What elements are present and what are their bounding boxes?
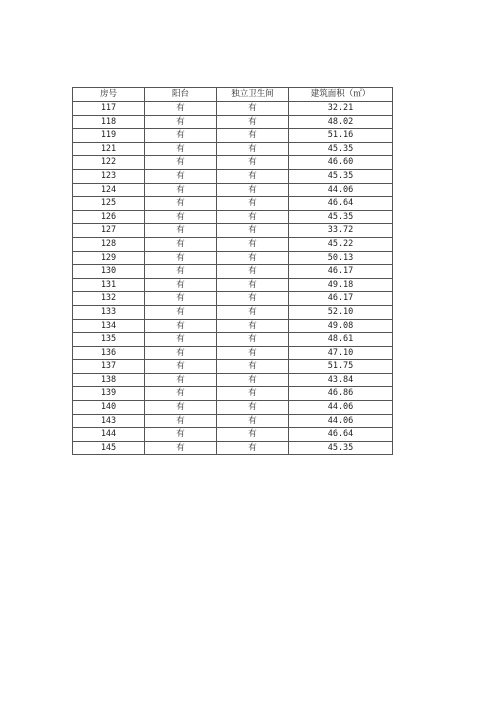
header-private-bathroom: 独立卫生间 xyxy=(217,88,289,102)
table-row xyxy=(73,414,393,428)
table-row xyxy=(73,373,393,387)
cell-room-number: 123 xyxy=(73,169,145,183)
cell-private-bathroom: 有 xyxy=(217,346,289,360)
cell-floor-area: 50.13 xyxy=(289,251,393,265)
cell-balcony: 有 xyxy=(145,237,217,251)
cell-floor-area: 51.75 xyxy=(289,360,393,374)
cell-floor-area: 33.72 xyxy=(289,224,393,238)
cell-room-number: 140 xyxy=(73,401,145,415)
cell-room-number: 122 xyxy=(73,156,145,170)
cell-floor-area: 48.02 xyxy=(289,115,393,129)
cell-balcony: 有 xyxy=(145,183,217,197)
cell-room-number: 126 xyxy=(73,210,145,224)
table-row xyxy=(73,251,393,265)
cell-room-number: 124 xyxy=(73,183,145,197)
cell-floor-area: 44.06 xyxy=(289,414,393,428)
cell-floor-area: 49.08 xyxy=(289,319,393,333)
cell-private-bathroom: 有 xyxy=(217,360,289,374)
cell-floor-area: 44.06 xyxy=(289,401,393,415)
cell-floor-area: 47.10 xyxy=(289,346,393,360)
cell-private-bathroom: 有 xyxy=(217,237,289,251)
cell-floor-area: 46.64 xyxy=(289,197,393,211)
cell-room-number: 117 xyxy=(73,102,145,116)
cell-balcony: 有 xyxy=(145,305,217,319)
table-row xyxy=(73,169,393,183)
cell-balcony: 有 xyxy=(145,102,217,116)
table-header-row xyxy=(73,88,393,102)
cell-room-number: 134 xyxy=(73,319,145,333)
cell-private-bathroom: 有 xyxy=(217,210,289,224)
table-row xyxy=(73,142,393,156)
cell-balcony: 有 xyxy=(145,169,217,183)
cell-private-bathroom: 有 xyxy=(217,251,289,265)
cell-floor-area: 32.21 xyxy=(289,102,393,116)
cell-balcony: 有 xyxy=(145,156,217,170)
cell-room-number: 125 xyxy=(73,197,145,211)
table-row xyxy=(73,115,393,129)
cell-room-number: 121 xyxy=(73,142,145,156)
cell-balcony: 有 xyxy=(145,373,217,387)
room-area-table xyxy=(72,87,393,455)
table-row xyxy=(73,441,393,455)
cell-private-bathroom: 有 xyxy=(217,373,289,387)
cell-private-bathroom: 有 xyxy=(217,142,289,156)
cell-balcony: 有 xyxy=(145,197,217,211)
cell-private-bathroom: 有 xyxy=(217,387,289,401)
cell-private-bathroom: 有 xyxy=(217,265,289,279)
cell-private-bathroom: 有 xyxy=(217,333,289,347)
table-row xyxy=(73,387,393,401)
cell-floor-area: 45.22 xyxy=(289,237,393,251)
cell-room-number: 118 xyxy=(73,115,145,129)
table-row xyxy=(73,346,393,360)
table-row xyxy=(73,278,393,292)
cell-floor-area: 48.61 xyxy=(289,333,393,347)
cell-private-bathroom: 有 xyxy=(217,305,289,319)
table-row xyxy=(73,333,393,347)
cell-floor-area: 44.06 xyxy=(289,183,393,197)
cell-floor-area: 46.17 xyxy=(289,265,393,279)
table-body xyxy=(73,102,393,455)
cell-balcony: 有 xyxy=(145,210,217,224)
cell-balcony: 有 xyxy=(145,333,217,347)
table-row xyxy=(73,156,393,170)
cell-room-number: 135 xyxy=(73,333,145,347)
cell-floor-area: 49.18 xyxy=(289,278,393,292)
cell-room-number: 137 xyxy=(73,360,145,374)
cell-room-number: 128 xyxy=(73,237,145,251)
cell-balcony: 有 xyxy=(145,224,217,238)
cell-floor-area: 43.84 xyxy=(289,373,393,387)
cell-balcony: 有 xyxy=(145,142,217,156)
cell-room-number: 144 xyxy=(73,428,145,442)
cell-floor-area: 46.86 xyxy=(289,387,393,401)
cell-floor-area: 51.16 xyxy=(289,129,393,143)
table-row xyxy=(73,102,393,116)
table-row xyxy=(73,197,393,211)
table-row xyxy=(73,428,393,442)
cell-private-bathroom: 有 xyxy=(217,156,289,170)
cell-floor-area: 46.17 xyxy=(289,292,393,306)
cell-floor-area: 46.60 xyxy=(289,156,393,170)
table-row xyxy=(73,401,393,415)
cell-room-number: 119 xyxy=(73,129,145,143)
cell-room-number: 130 xyxy=(73,265,145,279)
cell-balcony: 有 xyxy=(145,251,217,265)
cell-room-number: 132 xyxy=(73,292,145,306)
cell-room-number: 136 xyxy=(73,346,145,360)
cell-balcony: 有 xyxy=(145,292,217,306)
cell-room-number: 133 xyxy=(73,305,145,319)
cell-room-number: 143 xyxy=(73,414,145,428)
cell-private-bathroom: 有 xyxy=(217,319,289,333)
cell-private-bathroom: 有 xyxy=(217,428,289,442)
header-balcony: 阳台 xyxy=(145,88,217,102)
header-floor-area: 建筑面积（㎡） xyxy=(289,88,393,102)
cell-private-bathroom: 有 xyxy=(217,197,289,211)
cell-private-bathroom: 有 xyxy=(217,169,289,183)
table-row xyxy=(73,224,393,238)
cell-room-number: 131 xyxy=(73,278,145,292)
cell-private-bathroom: 有 xyxy=(217,441,289,455)
cell-private-bathroom: 有 xyxy=(217,292,289,306)
table-row xyxy=(73,265,393,279)
cell-room-number: 145 xyxy=(73,441,145,455)
cell-room-number: 139 xyxy=(73,387,145,401)
cell-room-number: 127 xyxy=(73,224,145,238)
cell-balcony: 有 xyxy=(145,319,217,333)
cell-balcony: 有 xyxy=(145,278,217,292)
cell-balcony: 有 xyxy=(145,401,217,415)
cell-balcony: 有 xyxy=(145,441,217,455)
cell-balcony: 有 xyxy=(145,346,217,360)
table-row xyxy=(73,183,393,197)
cell-balcony: 有 xyxy=(145,360,217,374)
cell-floor-area: 45.35 xyxy=(289,142,393,156)
cell-balcony: 有 xyxy=(145,414,217,428)
cell-floor-area: 45.35 xyxy=(289,441,393,455)
table-row xyxy=(73,292,393,306)
table-row xyxy=(73,319,393,333)
cell-private-bathroom: 有 xyxy=(217,414,289,428)
cell-room-number: 138 xyxy=(73,373,145,387)
cell-private-bathroom: 有 xyxy=(217,183,289,197)
table-row xyxy=(73,210,393,224)
header-room-number: 房号 xyxy=(73,88,145,102)
cell-floor-area: 52.10 xyxy=(289,305,393,319)
cell-balcony: 有 xyxy=(145,115,217,129)
table-row xyxy=(73,360,393,374)
cell-private-bathroom: 有 xyxy=(217,401,289,415)
cell-balcony: 有 xyxy=(145,428,217,442)
table-row xyxy=(73,129,393,143)
cell-private-bathroom: 有 xyxy=(217,278,289,292)
table-row xyxy=(73,237,393,251)
cell-private-bathroom: 有 xyxy=(217,102,289,116)
cell-room-number: 129 xyxy=(73,251,145,265)
cell-balcony: 有 xyxy=(145,129,217,143)
cell-floor-area: 46.64 xyxy=(289,428,393,442)
cell-balcony: 有 xyxy=(145,387,217,401)
cell-floor-area: 45.35 xyxy=(289,210,393,224)
cell-private-bathroom: 有 xyxy=(217,115,289,129)
cell-floor-area: 45.35 xyxy=(289,169,393,183)
cell-private-bathroom: 有 xyxy=(217,224,289,238)
cell-balcony: 有 xyxy=(145,265,217,279)
table-row xyxy=(73,305,393,319)
cell-private-bathroom: 有 xyxy=(217,129,289,143)
